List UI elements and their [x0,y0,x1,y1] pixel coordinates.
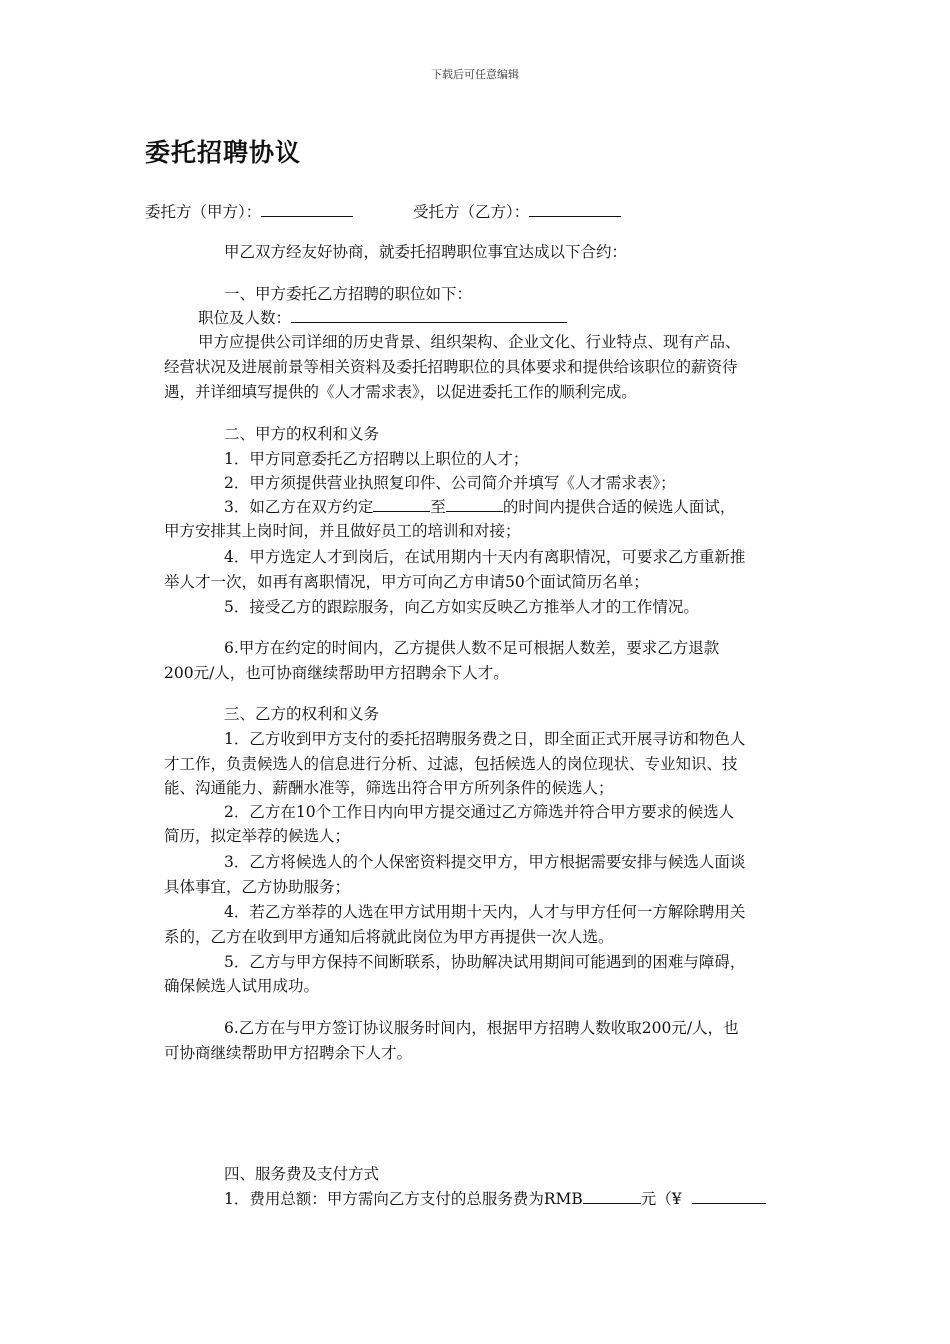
section3-item1-line2: 才工作，负责候选人的信息进行分析、过滤，包括候选人的岗位现状、专业知识、技 [164,755,738,773]
positions-blank[interactable] [291,307,567,323]
section2-item3-row [224,495,735,519]
section3-item5-line2: 确保候选人试用成功。 [164,977,320,995]
party-a-row [145,200,353,224]
section1-heading: 一、甲方委托乙方招聘的职位如下： [224,285,473,303]
section2-item3-part1: 3．如乙方在双方约定 [224,498,374,516]
section2-item2: 2．甲方须提供营业执照复印件、公司简介并填写《人才需求表》； [224,474,676,492]
end-date-blank[interactable] [446,496,503,512]
party-a-blank[interactable] [261,201,353,217]
positions-row [198,306,567,330]
section2-item1: 1．甲方同意委托乙方招聘以上职位的人才； [224,450,529,468]
section2-item6-line2: 200元/人，也可协商继续帮助甲方招聘余下人才。 [164,664,509,682]
section4-heading: 四、服务费及支付方式 [224,1165,380,1183]
section2-heading: 二、甲方的权利和义务 [224,425,380,443]
party-b-blank[interactable] [529,201,621,217]
section3-item3-line1: 3．乙方将候选人的个人保密资料提交甲方，甲方根据需要安排与候选人面谈 [224,853,746,871]
section4-item1-row [224,1187,766,1211]
start-date-blank[interactable] [373,496,430,512]
fee-yen-blank[interactable] [692,1188,766,1204]
section1-para-line3: 遇，并详细填写提供的《人才需求表》，以促进委托工作的顺利完成。 [164,383,637,401]
section3-item6-line2: 可协商继续帮助甲方招聘余下人才。 [164,1044,413,1062]
section3-item5-line1: 5．乙方与甲方保持不间断联系，协助解决试用期间可能遇到的困难与障碍， [224,953,746,971]
intro-text: 甲乙双方经友好协商，就委托招聘职位事宜达成以下合约： [224,243,628,261]
section3-item3-line2: 具体事宜，乙方协助服务； [164,878,351,896]
party-b-label: 受托方（乙方）： [413,203,530,221]
section1-para-line1: 甲方应提供公司详细的历史背景、组织架构、企业文化、行业特点、现有产品、 [198,333,741,351]
section2-item3-part2: 至 [430,498,446,516]
party-b-row [413,200,621,224]
section3-heading: 三、乙方的权利和义务 [224,705,380,723]
fee-rmb-blank[interactable] [583,1188,641,1204]
section2-item6-line1: 6.甲方在约定的时间内，乙方提供人数不足可根据人数差，要求乙方退款 [224,639,720,657]
header-note: 下载后可任意编辑 [431,68,519,81]
section2-item5: 5．接受乙方的跟踪服务，向乙方如实反映乙方推举人才的工作情况。 [224,598,699,616]
section2-item3-line2: 甲方安排其上岗时间，并且做好员工的培训和对接； [164,522,521,540]
party-a-label: 委托方（甲方）： [145,203,262,221]
section2-item4-line1: 4．甲方选定人才到岗后，在试用期内十天内有离职情况，可要求乙方重新推 [224,548,746,566]
section3-item6-line1: 6.乙方在与甲方签订协议服务时间内，根据甲方招聘人数收取200元/人，也 [224,1019,739,1037]
section2-item4-line2: 举人才一次，如再有离职情况，甲方可向乙方申请50个面试简历名单； [164,573,649,591]
section4-item1-part2: 元（¥ [640,1190,682,1208]
section1-para-line2: 经营状况及进展前景等相关资料及委托招聘职位的具体要求和提供给该职位的薪资待 [164,358,738,376]
section3-item4-line1: 4．若乙方举荐的人选在甲方试用期十天内，人才与甲方任何一方解除聘用关 [224,903,746,921]
document-title: 委托招聘协议 [145,138,302,167]
section3-item2-line2: 简历，拟定举荐的候选人； [164,827,351,845]
section3-item4-line2: 系的，乙方在收到甲方通知后将就此岗位为甲方再提供一次人选。 [164,928,614,946]
section3-item1-line3: 能、沟通能力、薪酬水准等，筛选出符合甲方所列条件的候选人； [164,779,614,797]
section4-item1-part1: 1．费用总额：甲方需向乙方支付的总服务费为RMB [224,1190,583,1208]
positions-label: 职位及人数： [198,309,292,327]
section2-item3-part3: 的时间内提供合适的候选人面试， [502,498,736,516]
section3-item1-line1: 1．乙方收到甲方支付的委托招聘服务费之日，即全面正式开展寻访和物色人 [224,730,746,748]
section3-item2-line1: 2．乙方在10个工作日内向甲方提交通过乙方筛选并符合甲方要求的候选人 [224,803,735,821]
